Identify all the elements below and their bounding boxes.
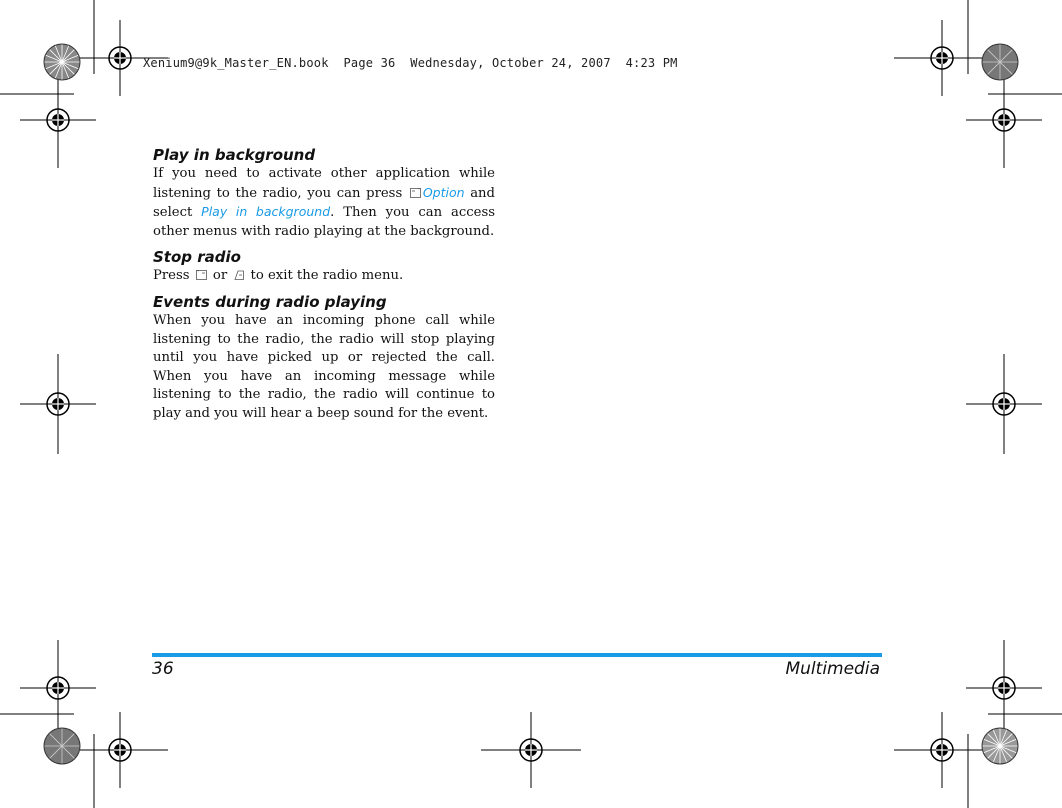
- registration-target-icon: [966, 72, 1042, 168]
- menu-item-link: Play in background: [201, 204, 331, 220]
- page-number: 36: [152, 659, 174, 679]
- section-stop-radio: [153, 248, 495, 286]
- section-title: Play in background: [153, 146, 316, 164]
- section-paragraph: [153, 165, 495, 241]
- registration-target-icon: [894, 712, 990, 788]
- right-softkey-icon: [196, 270, 207, 280]
- paragraph-text: to exit the radio menu.: [246, 268, 404, 284]
- chapter-title: Multimedia: [785, 659, 880, 679]
- star-wheel-icon: [982, 44, 1018, 80]
- content-column: [153, 146, 495, 431]
- registration-target-icon: [20, 640, 96, 736]
- registration-target-icon: [20, 72, 96, 168]
- registration-target-icon: [72, 712, 168, 788]
- option-label: Option: [422, 184, 465, 200]
- section-events-during-radio: [153, 293, 495, 424]
- paragraph-text: and select: [153, 185, 495, 221]
- left-softkey-icon: [410, 188, 421, 198]
- section-play-in-background: [153, 146, 495, 241]
- star-wheel-icon: [982, 728, 1018, 764]
- registration-target-icon: [481, 712, 581, 788]
- paragraph-text: or: [208, 268, 232, 284]
- registration-target-icon: [894, 20, 990, 96]
- paragraph-text: . Then you can access other menus with radio playing at the background.: [153, 205, 495, 239]
- section-paragraph: When you have an incoming phone call while listening to the radio, the radio will stop playing until you have picked up or rejected the call. When you have an incoming message while listening to the radio, the radio will continue to play and you will hear a beep sound for the event.: [153, 312, 495, 421]
- paragraph-text: Press: [153, 268, 194, 284]
- star-wheel-icon: [44, 44, 80, 80]
- registration-target-icon: [20, 354, 96, 454]
- file-info-header: Xenium9@9k_Master_EN.book Page 36 Wednesday, October 24, 2007 4:23 PM: [143, 56, 678, 70]
- section-title: Stop radio: [153, 248, 241, 267]
- end-key-icon: [233, 270, 244, 280]
- registration-target-icon: [966, 354, 1042, 454]
- registration-target-icon: [966, 640, 1042, 736]
- section-title: Events during radio playing: [153, 292, 387, 311]
- footer-rule: [152, 653, 882, 657]
- paragraph-text: If you need to activate other application while listening to the radio, you can press: [153, 166, 495, 201]
- section-paragraph: [153, 267, 495, 286]
- star-wheel-icon: [44, 728, 80, 764]
